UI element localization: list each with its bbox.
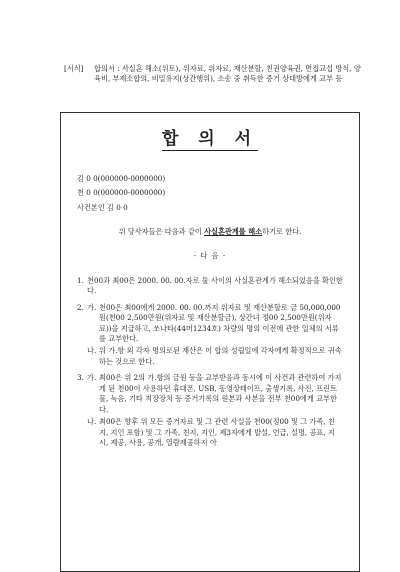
document-title-text: 합 의 서 [161, 129, 259, 149]
clause-number: 1. [77, 275, 84, 285]
subclause-text: 최00은 향후 위 모든 증거자료 및 그 관련 사실을 천00(정00 및 그 가족, 친지, 지인 포함) 및 그 가족, 친지, 지인, 제3자에게 발설, 언급, 설명, 공표, 지시, 제공, 사용, 공개, 열람제공하지 아 [99, 417, 335, 447]
clause-2 [77, 303, 343, 368]
clause-number: 2. [77, 302, 84, 312]
subclause-text: 천00은 최00에게 2000. 00. 00.까지 위자료 및 재산분할로 금 50,000,000원(천00 2,500만원(위자료 및 재산분할금), 상간녀 정00 2,500만원(위자료))을 지급하고, 쏘나타(44머1234호) 차량의 명의 이전에 관한 일체의 서류를 교부한다. [99, 302, 341, 344]
agreement-document [60, 112, 360, 572]
subclause-number: 나. [87, 417, 97, 427]
subclause-list [87, 373, 343, 448]
subclause [87, 303, 343, 345]
subclause [87, 417, 343, 448]
party-list [77, 174, 343, 213]
form-tag: [서식] [64, 64, 84, 73]
clause-3 [77, 373, 343, 448]
form-description: 합의서 : 사실혼 해소(위토), 위자료, 위자료, 재산분할, 친권양육권, 면접교섭 방식, 양육비, 부제소합의, 비밀유지(상간행위), 소송 중 취득한 증거 상대방에게 교부 등 [94, 64, 361, 84]
sample-header [64, 64, 364, 85]
intro-before: 위 당사자들은 다음과 같이 [118, 226, 205, 236]
subclause-number: 나. [87, 346, 97, 356]
subclause-text: 최00은 위 2의 가.항의 금원 등을 교부받음과 동시에 이 사건과 관련하여 가지게 된 천00이 사용하던 휴대폰, USB, 동영상테이프, 출생기록, 사진, 프린트물, 녹음, 기타 저장장치 등 증거기록의 원본과 사본을 전부 천00에게 교부한다. [99, 373, 342, 414]
subclause [87, 373, 343, 415]
clause-text: 천00과 최00은 2000. 00. 00.자로 둘 사이의 사실혼관계가 해소되었음을 확인한다. [87, 275, 343, 296]
subclause-number: 가. [87, 302, 97, 312]
intro-sentence [77, 227, 343, 237]
clause-1 [77, 276, 343, 297]
subclause-text: 위 가.항 외 각자 명의로된 재산은 이 합의 성립일에 각자에게 확정적으로 귀속하는 것으로 한다. [99, 346, 342, 366]
clause-number: 3. [77, 373, 84, 383]
party-3: 사건본인 김 0 0 [77, 202, 128, 212]
subclause-number: 가. [87, 373, 97, 383]
subclause [87, 346, 343, 367]
intro-after: 하기로 한다. [262, 226, 302, 236]
party-1: 김 0 0(000000-0000000) [77, 173, 166, 183]
party-2: 천 0 0(000000-0000000) [77, 188, 166, 198]
document-title [77, 127, 343, 152]
subclause-list [87, 303, 343, 368]
intro-emphasis: 사실혼관계를 해소 [204, 226, 263, 236]
section-heading: - 다 음 - [193, 251, 227, 261]
clause-list [77, 276, 343, 449]
